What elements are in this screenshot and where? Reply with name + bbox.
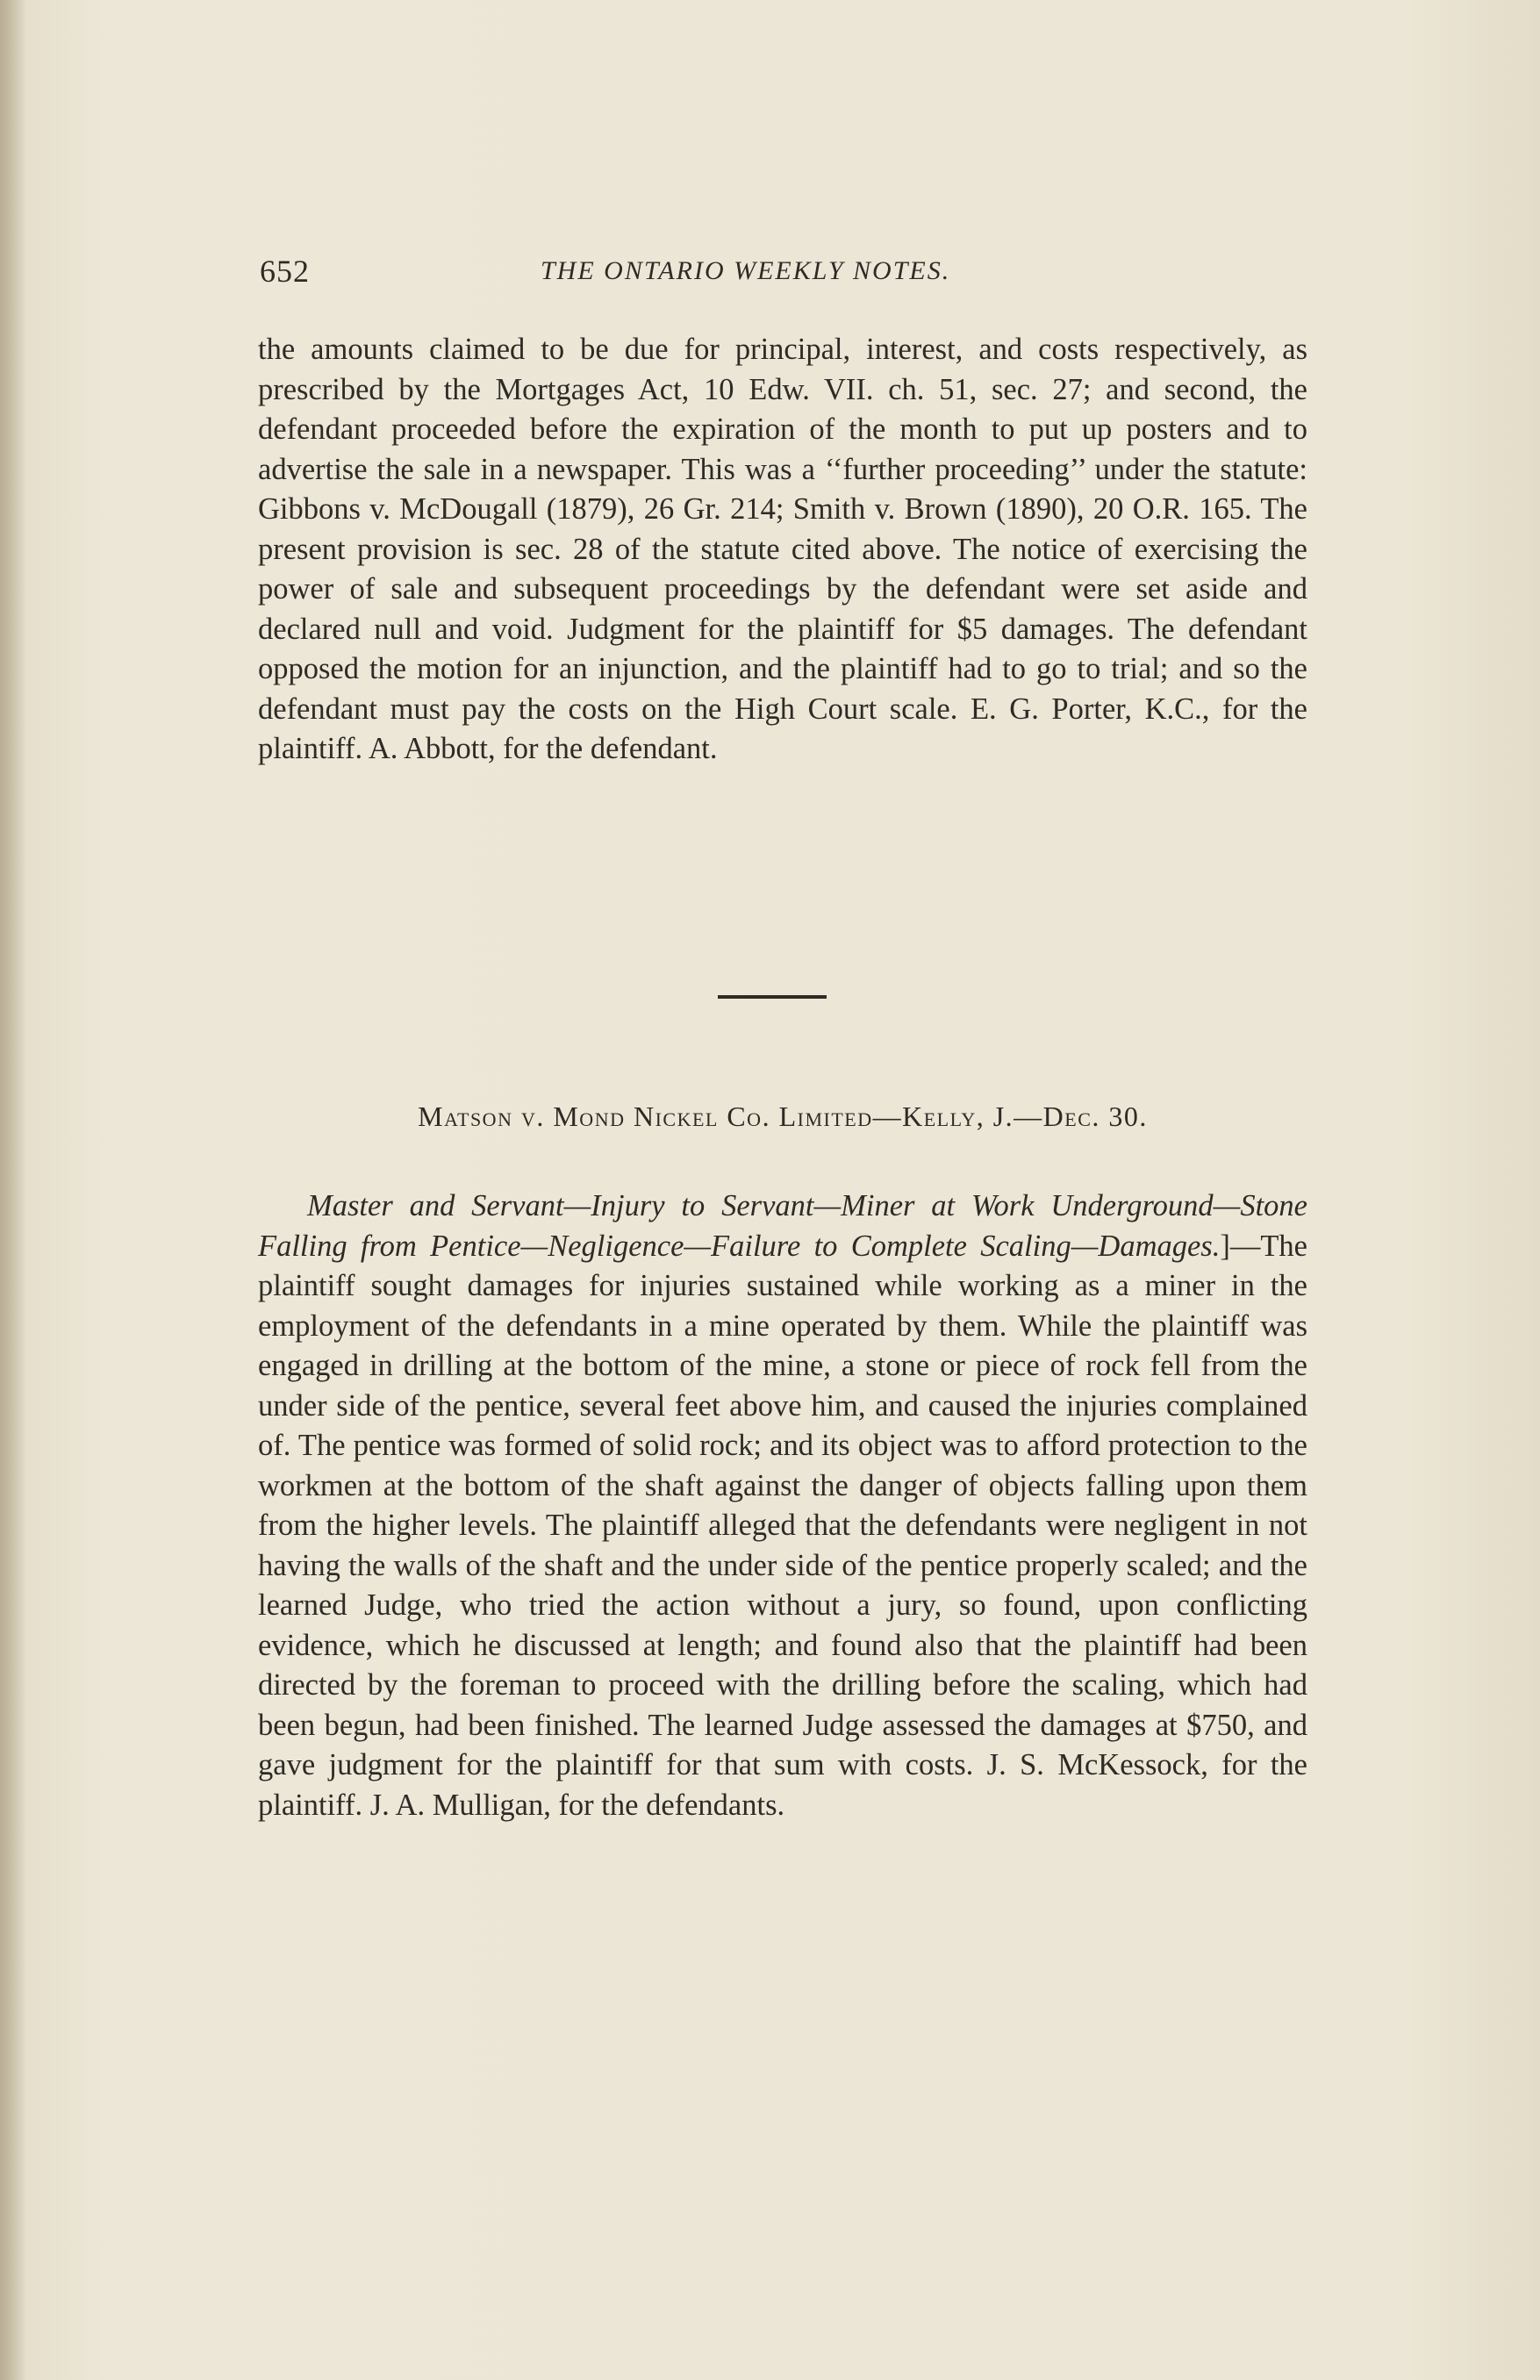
page-header (260, 253, 1313, 297)
case-heading: Matson v. Mond Nickel Co. Limited—Kelly, J.—Dec. 30. (418, 1100, 1148, 1132)
book-spine-shadow (0, 0, 26, 2380)
case-body: ]—The plaintiff sought damages for injuries sustained while working as a miner in the employment of the defendants in a mine operated by them. While the plaintiff was engaged in drilling at the bottom of the mine, a stone or piece of rock fell from the under side of the pentice, several feet above him, and caused the injuries complained of. The pentice was formed of solid rock; and its object was to afford protection to the workmen at the bottom of the shaft against the danger of objects falling upon them from the higher levels. The plaintiff alleged that the defendants were negligent in not having the walls of the shaft and the under side of the pentice properly scaled; and the learned Judge, who tried the action without a jury, so found, upon conflicting evidence, which he discussed at length; and found also that the plaintiff had been directed by the foreman to proceed with the drilling before the scaling, which had been begun, had been finished. The learned Judge assessed the damages at $750, and gave judgment for the plaintiff for that sum with costs. J. S. McKessock, for the plaintiff. J. A. Mulligan, for the defendants. (258, 1229, 1307, 1822)
case-paragraph (258, 1186, 1307, 1825)
page-number: 652 (260, 254, 310, 289)
continued-paragraph: the amounts claimed to be due for principal, interest, and costs respectively, as prescribed by the Mortgages Act, 10 Edw. VII. ch. 51, sec. 27; and second, the defendant proceeded before the expiration of the month to put up posters and to advertise the sale in a newspaper. This was a ‘‘further proceeding’’ under the statute: Gibbons v. McDougall (1879), 26 Gr. 214; Smith v. Brown (1890), 20 O.R. 165. The present provision is sec. 28 of the statute cited above. The notice of exercising the power of sale and subsequent proceedings by the defendant were set aside and declared null and void. Judgment for the plaintiff for $5 damages. The defendant opposed the motion for an injunction, and the plaintiff had to go to trial; and so the defendant must pay the costs on the High Court scale. E. G. Porter, K.C., for the plaintiff. A. Abbott, for the defendant. (258, 333, 1307, 765)
catchwords: Master and Servant—Injury to Servant—Miner at Work Underground—Stone Falling from Pentice—Negligence—Failure to Complete Scaling—Damages. (258, 1189, 1307, 1263)
section-separator-rule (718, 995, 827, 999)
running-head: THE ONTARIO WEEKLY NOTES. (541, 256, 951, 285)
